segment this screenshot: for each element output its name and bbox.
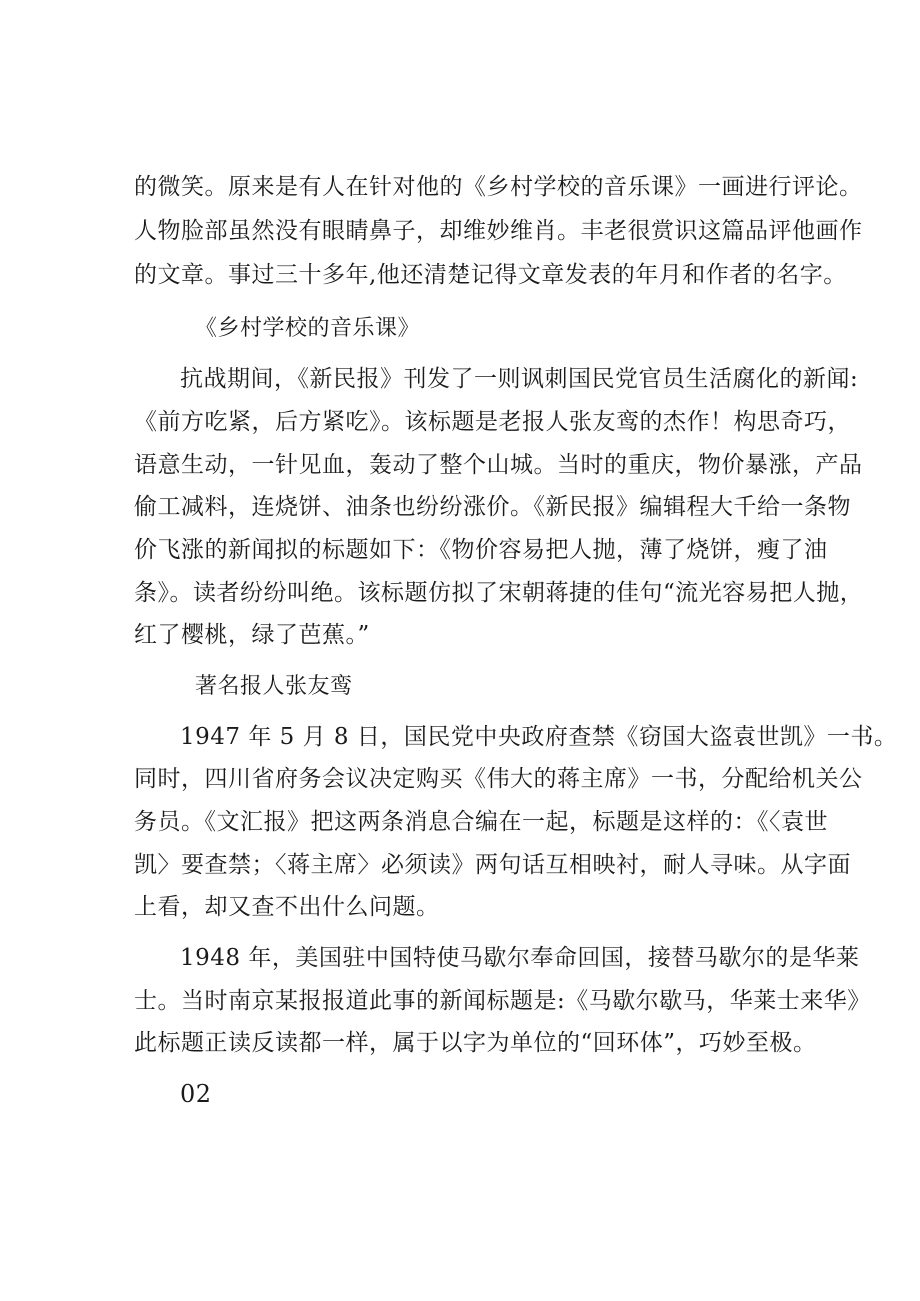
image-caption-music-class: 《乡村学校的音乐课》 (195, 316, 421, 341)
paragraph-2-line: 《前方吃紧，后方紧吃》。该标题是老报人张友鸾的杰作！构思奇巧， (134, 409, 851, 435)
paragraph-3-line: 务员。《文汇报》把这两条消息合编在一起，标题是这样的：《〈袁世 (134, 809, 828, 835)
paragraph-1-line: 人物脸部虽然没有眼睛鼻子，却维妙维肖。丰老很赏识这篇品评他画作 (134, 218, 863, 244)
paragraph-3-line: 上看，却又查不出什么问题。 (134, 894, 440, 920)
paragraph-4-line: 此标题正读反读都一样，属于以字为单位的“回环体”，巧妙至极。 (134, 1030, 817, 1056)
paragraph-3-line: 同时，四川省府务会议决定购买《伟大的蒋主席》一书，分配给机关公 (134, 766, 863, 792)
paragraph-1-line: 的微笑。原来是有人在针对他的《乡村学校的音乐课》一画进行评论。 (134, 174, 863, 200)
paragraph-2-line: 价飞涨的新闻拟的标题如下：《物价容易把人抛，薄了烧饼，瘦了油 (134, 537, 828, 563)
paragraph-3-line: 1947 年 5 月 8 日，国民党中央政府查禁《窃国大盗袁世凯》一书。 (180, 724, 898, 750)
paragraph-3-line: 凯〉要查禁；〈蒋主席〉必须读》两句话互相映衬，耐人寻味。从字面 (134, 852, 851, 878)
paragraph-2-line: 偷工减料，连烧饼、油条也纷纷涨价。《新民报》编辑程大千给一条物 (134, 494, 851, 520)
paragraph-2-line: 红了樱桃，绿了芭蕉。” (134, 622, 370, 648)
paragraph-1-line: 的文章。事过三十多年,他还清楚记得文章发表的年月和作者的名字。 (134, 262, 847, 288)
paragraph-4-line: 1948 年，美国驻中国特使马歇尔奉命回国，接替马歇尔的是华莱 (180, 945, 860, 971)
paragraph-2-line: 条》。读者纷纷叫绝。该标题仿拟了宋朝蒋捷的佳句“流光容易把人抛， (134, 580, 864, 606)
paragraph-4-line: 士。当时南京某报报道此事的新闻标题是:《马歇尔歇马，华莱士来华》 (134, 988, 871, 1014)
section-number: 02 (180, 1080, 212, 1108)
image-caption-zhang-youluan: 著名报人张友鸾 (195, 674, 353, 699)
paragraph-2-line: 语意生动，一针见血，轰动了整个山城。当时的重庆，物价暴涨，产品 (134, 452, 863, 478)
paragraph-2-line: 抗战期间，《新民报》刊发了一则讽刺国民党官员生活腐化的新闻: (180, 366, 859, 392)
